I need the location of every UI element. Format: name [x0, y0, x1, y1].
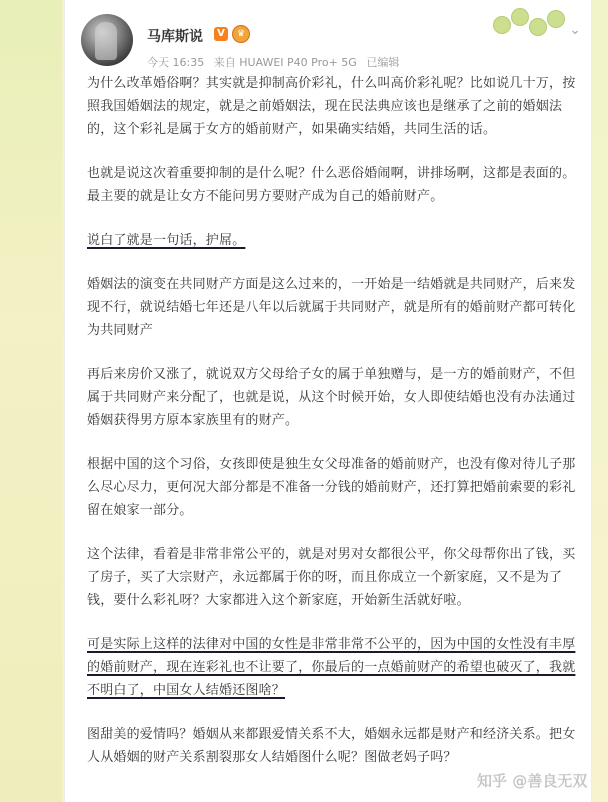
paragraph-3 — [87, 229, 581, 252]
paragraph-8 — [87, 633, 581, 702]
post-header — [65, 0, 591, 72]
paragraph-5 — [87, 363, 581, 432]
paragraph-text: 婚姻法的演变在共同财产方面是这么过来的，一开始是一结婚就是共同财产，后来发现不行，就说结婚七年还是八年以后就属于共同财产，就是所有的婚前财产都可转化为共同财产 — [87, 277, 576, 338]
page-background-left — [0, 0, 62, 802]
weibo-post-card — [64, 0, 592, 802]
post-body — [87, 72, 581, 790]
paragraph-text: 再后来房价又涨了，就说双方父母给子女的属于单独赠与，是一方的婚前财产，不但属于共同财产来分配了，也就是说，从这个时候开始，女人即使结婚也没有办法通过婚姻获得男方原本家族里有的财产。 — [87, 367, 576, 428]
paragraph-7 — [87, 543, 581, 612]
post-meta — [147, 54, 405, 70]
paragraph-2 — [87, 162, 581, 208]
paragraph-text: 为什么改革婚俗啊？其实就是抑制高价彩礼，什么叫高价彩礼呢？比如说几十万，按照我国婚姻法的规定，就是之前婚姻法，现在民法典应该也是继承了之前的婚姻法的，这个彩礼是属于女方的婚前财产，如果确实结婚，共同生活的话。 — [87, 76, 576, 137]
paragraph-text: 根据中国的这个习俗，女孩即使是独生女父母准备的婚前财产，也没有像对待儿子那么尽心尽力，更何况大部分都是不准备一分钱的婚前财产，还打算把婚前索要的彩礼留在娘家一部分。 — [87, 457, 576, 518]
paragraph-9 — [87, 723, 581, 769]
card-decoration — [491, 6, 569, 42]
paragraph-text: 图甜美的爱情吗？婚姻从来都跟爱情关系不大，婚姻永远都是财产和经济关系。把女人从婚姻的财产关系割裂那女人结婚图什么呢？图做老妈子吗？ — [87, 727, 576, 765]
paragraph-text: 这个法律，看着是非常非常公平的，就是对男对女都很公平，你父母帮你出了钱，买了房子，买了大宗财产，永远都属于你的呀，而且你成立一个新家庭，又不是为了钱，要什么彩礼呀？大家都进入这个新家庭，开始新生活就好啦。 — [87, 547, 576, 608]
verified-icon: V — [214, 27, 228, 41]
member-badge-icon: ♛ — [232, 25, 250, 43]
post-source: 来自 HUAWEI P40 Pro+ 5G — [213, 56, 357, 69]
paragraph-6 — [87, 453, 581, 522]
username[interactable]: 马库斯说 — [147, 29, 203, 45]
paragraph-text: 说白了就是一句话，护屌。 — [87, 233, 246, 248]
paragraph-1 — [87, 72, 581, 141]
chevron-down-icon[interactable]: ⌄ — [569, 22, 581, 38]
post-time: 今天 16:35 — [147, 56, 205, 69]
paragraph-text: 可是实际上这样的法律对中国的女性是非常非常不公平的，因为中国的女性没有丰厚的婚前财产，现在连彩礼也不让要了，你最后的一点婚前财产的希望也破灭了，我就不明白了，中国女人结婚还图啥？ — [87, 637, 576, 698]
paragraph-4 — [87, 273, 581, 342]
watermark: 知乎 @善良无双 — [477, 772, 588, 790]
avatar[interactable] — [81, 14, 133, 66]
edited-label[interactable]: 已编辑 — [366, 56, 400, 69]
paragraph-text: 也就是说这次着重要抑制的是什么呢？什么恶俗婚闹啊，讲排场啊，这都是表面的。最主要的就是让女方不能问男方要财产成为自己的婚前财产。 — [87, 166, 576, 204]
